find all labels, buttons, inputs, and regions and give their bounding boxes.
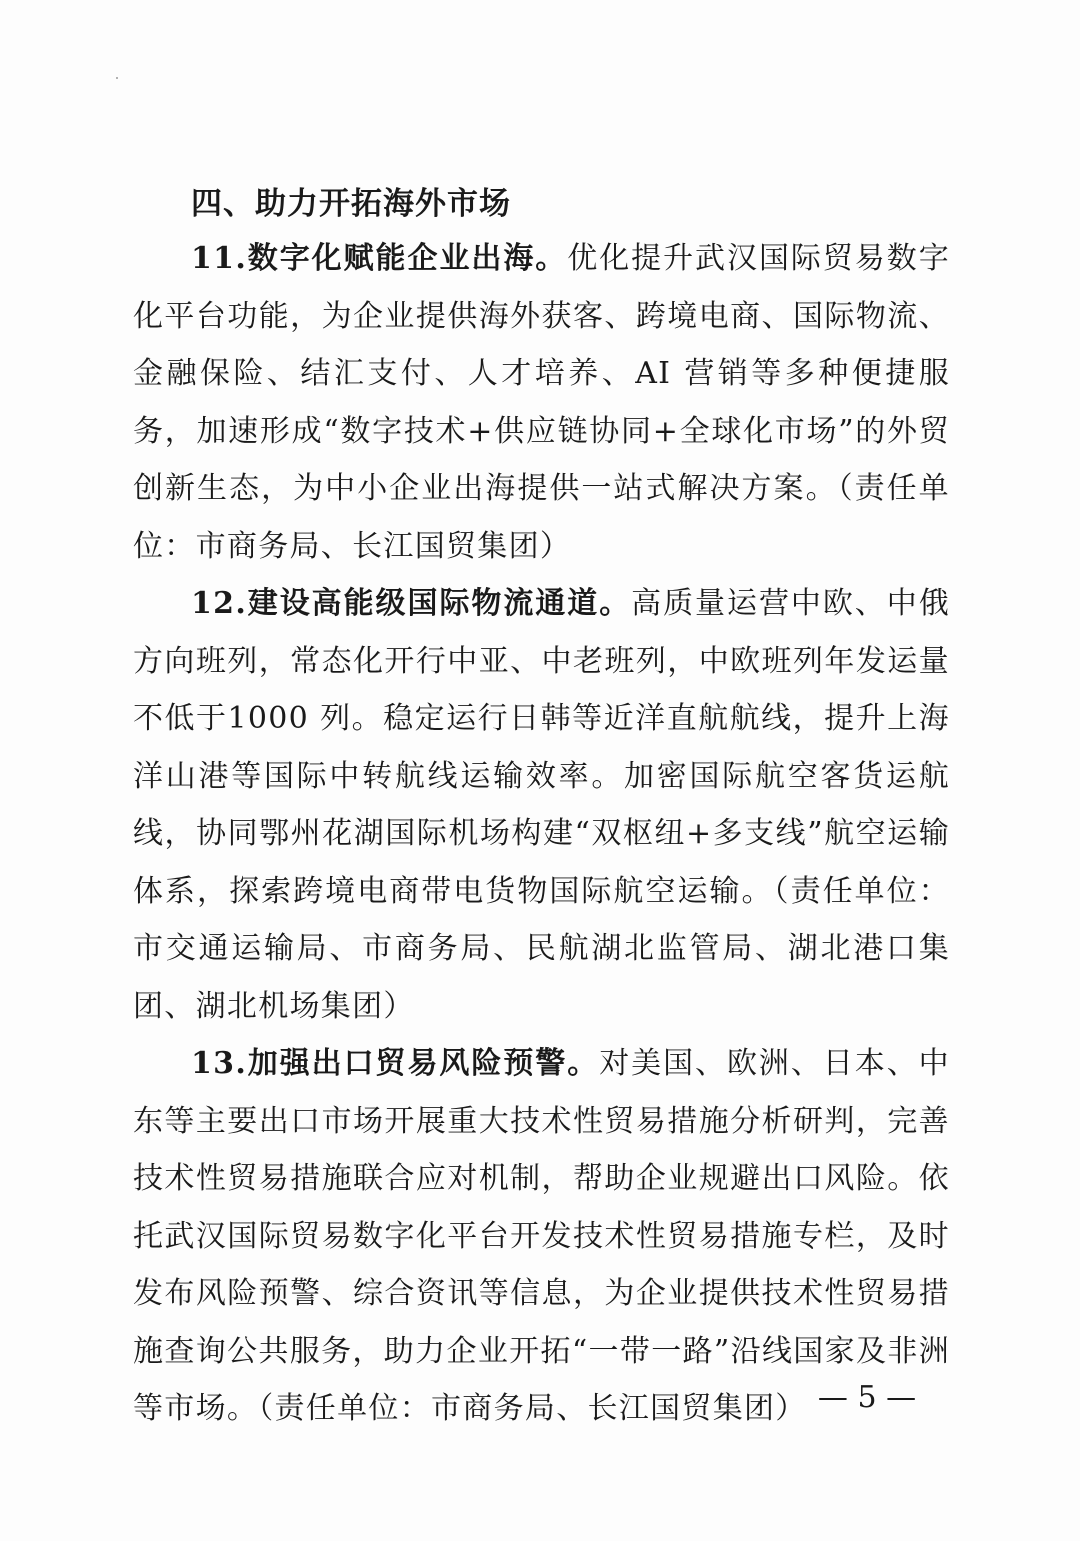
item-12-title: 12.建设高能级国际物流通道。 — [191, 586, 632, 621]
item-11-paragraph — [133, 230, 950, 575]
document-body — [133, 178, 950, 1438]
item-11-title: 11.数字化赋能企业出海。 — [191, 241, 568, 276]
item-11-body: 优化提升武汉国际贸易数字化平台功能，为企业提供海外获客、跨境电商、国际物流、金融保险、结汇支付、人才培养、AI 营销等多种便捷服务，加速形成“数字技术+供应链协同+全球化市场”的外贸创新生态，为中小企业出海提供一站式解决方案。（责任单位：市商务局、长江国贸集团） — [133, 241, 950, 564]
item-12-paragraph — [133, 575, 950, 1035]
item-13-body: 对美国、欧洲、日本、中东等主要出口市场开展重大技术性贸易措施分析研判，完善技术性贸易措施联合应对机制，帮助企业规避出口风险。依托武汉国际贸易数字化平台开发技术性贸易措施专栏，及时发布风险预警、综合资讯等信息，为企业提供技术性贸易措施查询公共服务，助力企业开拓“一带一路”沿线国家及非洲等市场。（责任单位：市商务局、长江国贸集团） — [133, 1046, 950, 1426]
page-number: — 5 — — [817, 1380, 917, 1415]
scan-speck — [116, 77, 118, 79]
item-12-body: 高质量运营中欧、中俄方向班列，常态化开行中亚、中老班列，中欧班列年发运量不低于1000 列。稳定运行日韩等近洋直航航线，提升上海洋山港等国际中转航线运输效率。加密国际航空客货运航线，协同鄂州花湖国际机场构建“双枢纽+多支线”航空运输体系，探索跨境电商带电货物国际航空运输。（责任单位：市交通运输局、市商务局、民航湖北监管局、湖北港口集团、湖北机场集团） — [133, 586, 950, 1024]
item-13-title: 13.加强出口贸易风险预警。 — [191, 1046, 600, 1081]
section-heading: 四、助力开拓海外市场 — [191, 186, 511, 222]
